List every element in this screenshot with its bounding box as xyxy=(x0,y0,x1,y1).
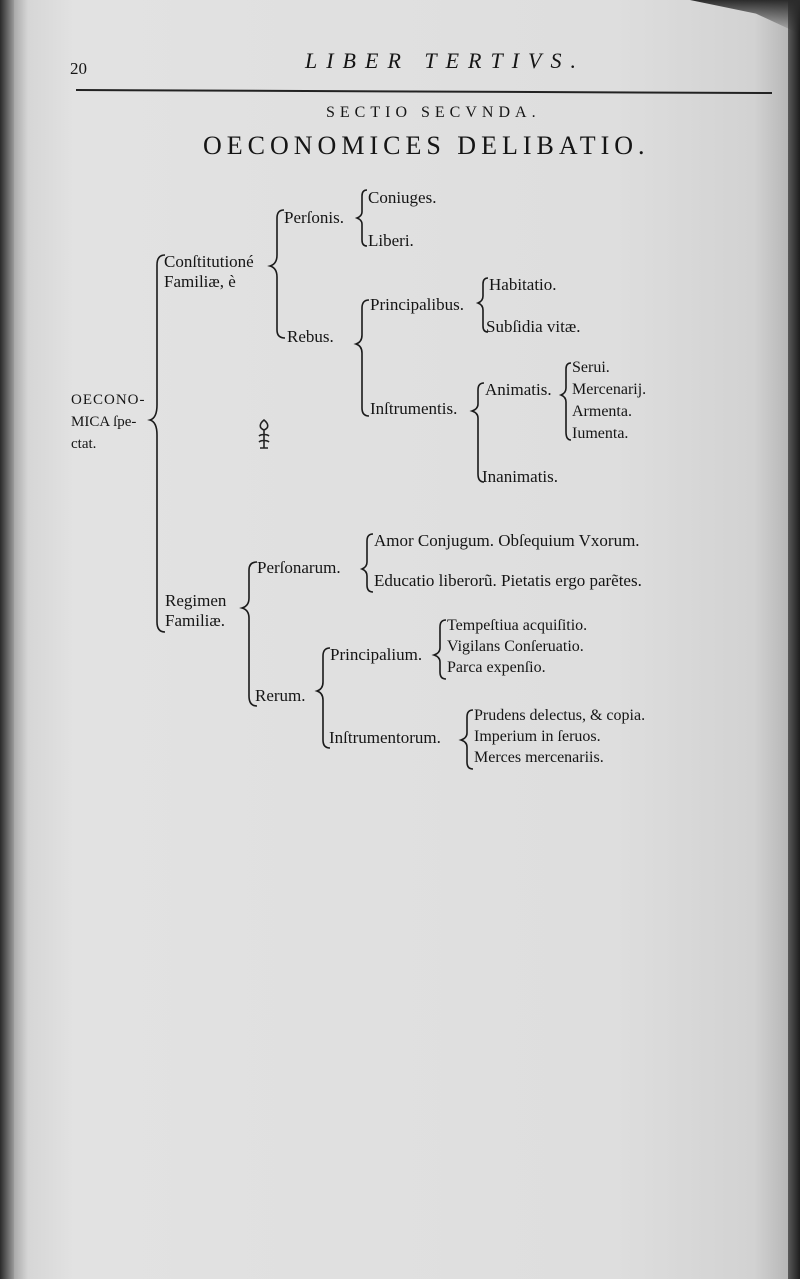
educatio-label: Educatio liberorũ. Pietatis ergo parẽtes. xyxy=(374,571,642,590)
page-title: OECONOMICES DELIBATIO. xyxy=(203,131,650,160)
rebus-label: Rebus. xyxy=(287,327,334,346)
page-edge-shadow xyxy=(788,0,800,1279)
rerum-label: Rerum. xyxy=(255,686,306,705)
parca-label: Parca expenſio. xyxy=(447,659,546,676)
constitutione-label-line2: Familiæ, è xyxy=(164,272,236,291)
instrumentis-label: Inſtrumentis. xyxy=(370,399,458,418)
inanimatis-label: Inanimatis. xyxy=(482,467,559,486)
tempestiua-label: Tempeſtiua acquiſitio. xyxy=(447,617,588,634)
root-label-line1: OECONO- xyxy=(71,392,146,408)
regimen-label-line1: Regimen xyxy=(165,591,227,610)
regimen-label-line2: Familiæ. xyxy=(165,611,225,630)
page-number: 20 xyxy=(70,59,87,78)
habitatio-label: Habitatio. xyxy=(489,275,557,294)
vigilans-label: Vigilans Conſeruatio. xyxy=(447,638,584,655)
subsidia-label: Subſidia vitæ. xyxy=(486,317,581,336)
root-label-line3: ctat. xyxy=(71,436,97,452)
root-label-line2: MICA ſpe- xyxy=(71,414,137,430)
principalibus-label: Principalibus. xyxy=(370,295,464,314)
section-heading: SECTIO SECVNDA. xyxy=(326,104,541,121)
constitutione-label-line1: Conſtitutioné xyxy=(164,252,254,271)
liberi-label: Liberi. xyxy=(368,231,414,250)
book-spine-shadow xyxy=(0,0,14,1279)
personarum-label: Perſonarum. xyxy=(257,558,341,577)
amor-label: Amor Conjugum. Obſequium Vxorum. xyxy=(374,531,640,550)
iumenta-label: Iumenta. xyxy=(572,425,629,442)
serui-label: Serui. xyxy=(572,359,610,376)
armenta-label: Armenta. xyxy=(572,403,632,420)
prudens-label: Prudens delectus, & copia. xyxy=(474,707,646,724)
principalium-label: Principalium. xyxy=(330,645,423,664)
running-head: LIBER TERTIVS. xyxy=(305,48,585,73)
personis-label: Perſonis. xyxy=(284,208,344,227)
mercenarij-label: Mercenarij. xyxy=(572,381,647,398)
imperium-label: Imperium in ſeruos. xyxy=(474,728,601,745)
fleuron-ornament-icon xyxy=(255,418,273,452)
animatis-label: Animatis. xyxy=(485,380,552,399)
merces-label: Merces mercenariis. xyxy=(474,749,604,766)
coniuges-label: Coniuges. xyxy=(368,188,437,207)
instrumentorum-label: Inſtrumentorum. xyxy=(329,728,441,747)
